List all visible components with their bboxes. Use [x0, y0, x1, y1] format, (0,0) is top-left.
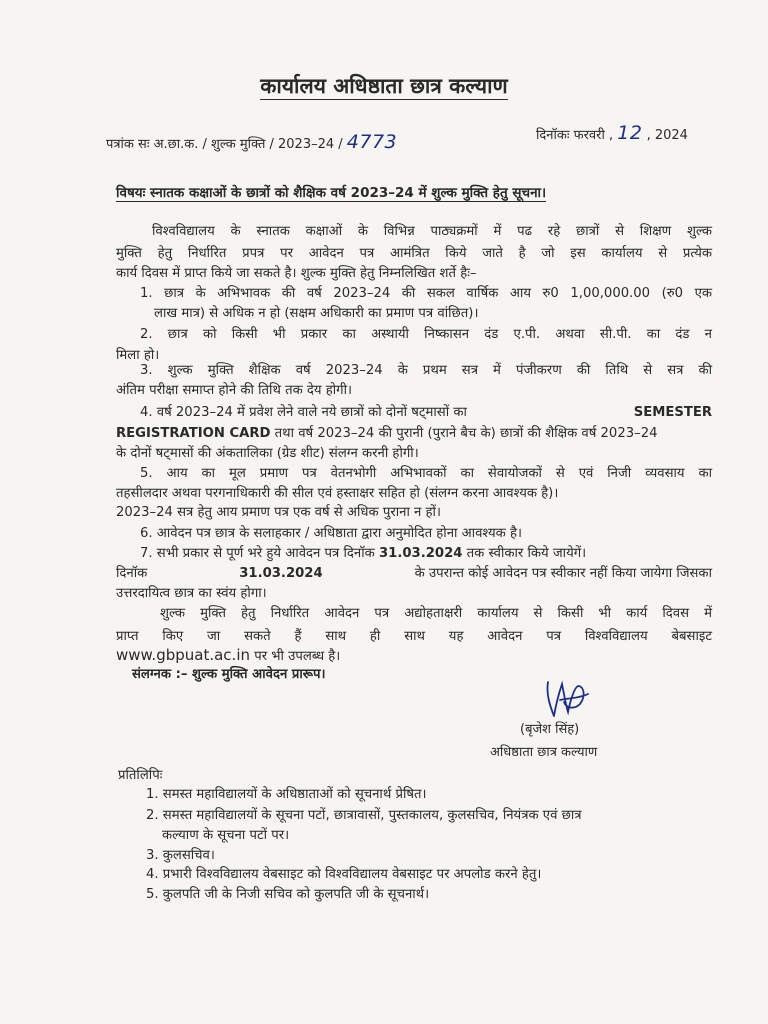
ref-number-handwritten: 4773: [346, 131, 398, 153]
condition-4-line-3: के दोनों षट्मासों की अंकतालिका (ग्रेड शीट) संलग्न करनी होगी।: [116, 446, 419, 461]
copies-heading: प्रतिलिपिः: [118, 768, 163, 783]
date-day-handwritten: 12: [617, 122, 643, 144]
copy-item-3: 3. कुलसचिव।: [146, 848, 215, 863]
copy-item-2-line-2: कल्याण के सूचना पटों पर।: [162, 828, 290, 843]
intro-line-2: मुक्ति हेतु निर्धारित प्रपत्र पर आवेदन पत्र आमंत्रित किये जाते है जो इस कार्यालय से प्रत्येक: [116, 246, 712, 261]
condition-5-line-3: 2023–24 सत्र हेतु आय प्रमाण पत्र एक वर्ष से अधिक पुराना न हों।: [116, 505, 441, 520]
condition-7-date-prefix: दिनॉक: [116, 566, 148, 581]
enclosure-line: संलग्नक :– शुल्क मुक्ति आवेदन प्रारूप।: [132, 667, 326, 682]
date-year: , 2024: [646, 128, 688, 143]
copy-item-1: 1. समस्त महाविद्यालयों के अधिष्ठाताओं को सूचनार्थ प्रेषित।: [146, 787, 427, 802]
handwritten-signature: [540, 676, 592, 724]
copy-item-2-line-1: 2. समस्त महाविद्यालयों के सूचना पटों, छात्रावासों, पुस्तकालय, कुलसचिव, नियंत्रक एवं छात्र: [146, 808, 582, 823]
subject-line: [116, 183, 546, 201]
last-date: 31.03.2024: [379, 546, 463, 561]
condition-7-text-2: तक स्वीकार किये जायेगें।: [466, 546, 587, 561]
signatory-designation: अधिष्ठाता छात्र कल्याण: [490, 745, 598, 760]
copy-item-4: 4. प्रभारी विश्वविद्यालय वेबसाइट को विश्वविद्यालय वेबसाइट पर अपलोड करने हेतु।: [146, 867, 542, 882]
condition-7-text-3: के उपरान्त कोई आवेदन पत्र स्वीकार नहीं किया जायेगा जिसका: [414, 566, 712, 581]
university-website-link[interactable]: www.gbpuat.ac.in: [116, 646, 250, 664]
intro-line-1: विश्वविद्यालय के स्नातक कक्षाओं के विभिन्न पाठ्यक्रमों में पढ रहे छात्रों से शिक्षण शुल्क: [152, 224, 712, 239]
condition-1-line-1: 1. छात्र के अभिभावक की वर्ष 2023–24 की सकल वार्षिक आय रु0 1,00,000.00 (रु0 एक: [140, 286, 712, 301]
condition-2-line-1: 2. छात्र को किसी भी प्रकार का अस्थायी निष्कासन दंड ए.पी. अथवा सी.पी. का दंड न: [140, 327, 712, 342]
condition-4-line-2: [116, 427, 657, 440]
office-title-text: कार्यालय अधिष्ठाता छात्र कल्याण: [260, 74, 508, 98]
signatory-name: (बृजेश सिंह): [520, 722, 580, 737]
copy-item-5: 5. कुलपति जी के निजी सचिव को कुलपति जी के सूचनार्थ।: [146, 887, 430, 902]
condition-3-line-1: 3. शुल्क मुक्ति शैक्षिक वर्ष 2023–24 के प्रथम सत्र में पंजीकरण की तिथि से सत्र की: [140, 363, 712, 378]
condition-7-line-2: [116, 567, 712, 580]
closing-line-2: प्राप्त किए जा सकते हैं साथ ही साथ यह आवेदन पत्र विश्वविद्यालय बेबसाइट: [116, 629, 712, 644]
ref-prefix: पत्रांक सः अ.छा.क. / शुल्क मुक्ति / 2023–24 /: [106, 137, 343, 152]
closing-line-3: [116, 648, 340, 663]
closing-text-post: पर भी उपलब्ध है।: [254, 649, 341, 664]
condition-2-line-2: मिला हो।: [116, 348, 160, 363]
condition-4-text: 4. वर्ष 2023–24 में प्रवेश लेने वाले नये छात्रों को दोनों षट्मासों का: [140, 405, 467, 420]
condition-5-line-2: तहसीलदार अथवा परगनाधिकारी की सील एवं हस्ताक्षर सहित हो (संलग्न करना आवश्यक है)।: [116, 486, 559, 501]
semester-label: SEMESTER: [633, 405, 712, 420]
condition-5-line-1: 5. आय का मूल प्रमाण पत्र वेतनभोगी अभिभावकों का सेवायोजकों से एवं निजी व्यवसाय का: [140, 466, 712, 481]
condition-6: 6. आवेदन पत्र छात्र के सलाहकार / अधिष्ठाता द्वारा अनुमोदित होना आवश्यक है।: [140, 526, 523, 541]
letter-date: [536, 122, 688, 144]
reference-number: [106, 131, 397, 153]
condition-7-line-3: उत्तरदायित्व छात्र का स्वंय होगा।: [116, 586, 267, 601]
condition-7-line-1: [140, 547, 586, 560]
date-prefix: दिनॉकः फरवरी ,: [536, 128, 614, 143]
intro-line-3: कार्य दिवस में प्राप्त किये जा सकते है। शुल्क मुक्ति हेतु निम्नलिखित शर्ते हैः–: [116, 266, 477, 281]
condition-3-line-2: अंतिम परीक्षा समाप्त होने की तिथि तक देय होगी।: [116, 383, 353, 398]
condition-7-text: 7. सभी प्रकार से पूर्ण भरे हुये आवेदन पत्र दिनॉक: [140, 546, 375, 561]
condition-1-line-2: लाख मात्र) से अधिक न हो (सक्षम अधिकारी का प्रमाण पत्र वांछित)।: [154, 306, 479, 321]
office-title: [0, 72, 768, 100]
condition-4-line-1: [140, 406, 712, 419]
registration-card-label: REGISTRATION CARD: [116, 426, 271, 441]
closing-line-1: शुल्क मुक्ति हेतु निर्धारित आवेदन पत्र अद्योहताक्षरी कार्यालय से किसी भी कार्य दिवस में: [160, 606, 712, 621]
subject-text: विषयः स्नातक कक्षाओं के छात्रों को शैक्षिक वर्ष 2023–24 में शुल्क मुक्ति हेतु सूचना।: [116, 185, 547, 201]
condition-4-text-2: तथा वर्ष 2023–24 की पुरानी (पुराने बैच के) छात्रों की शैक्षिक वर्ष 2023–24: [274, 426, 658, 441]
last-date-2: 31.03.2024: [239, 566, 323, 581]
